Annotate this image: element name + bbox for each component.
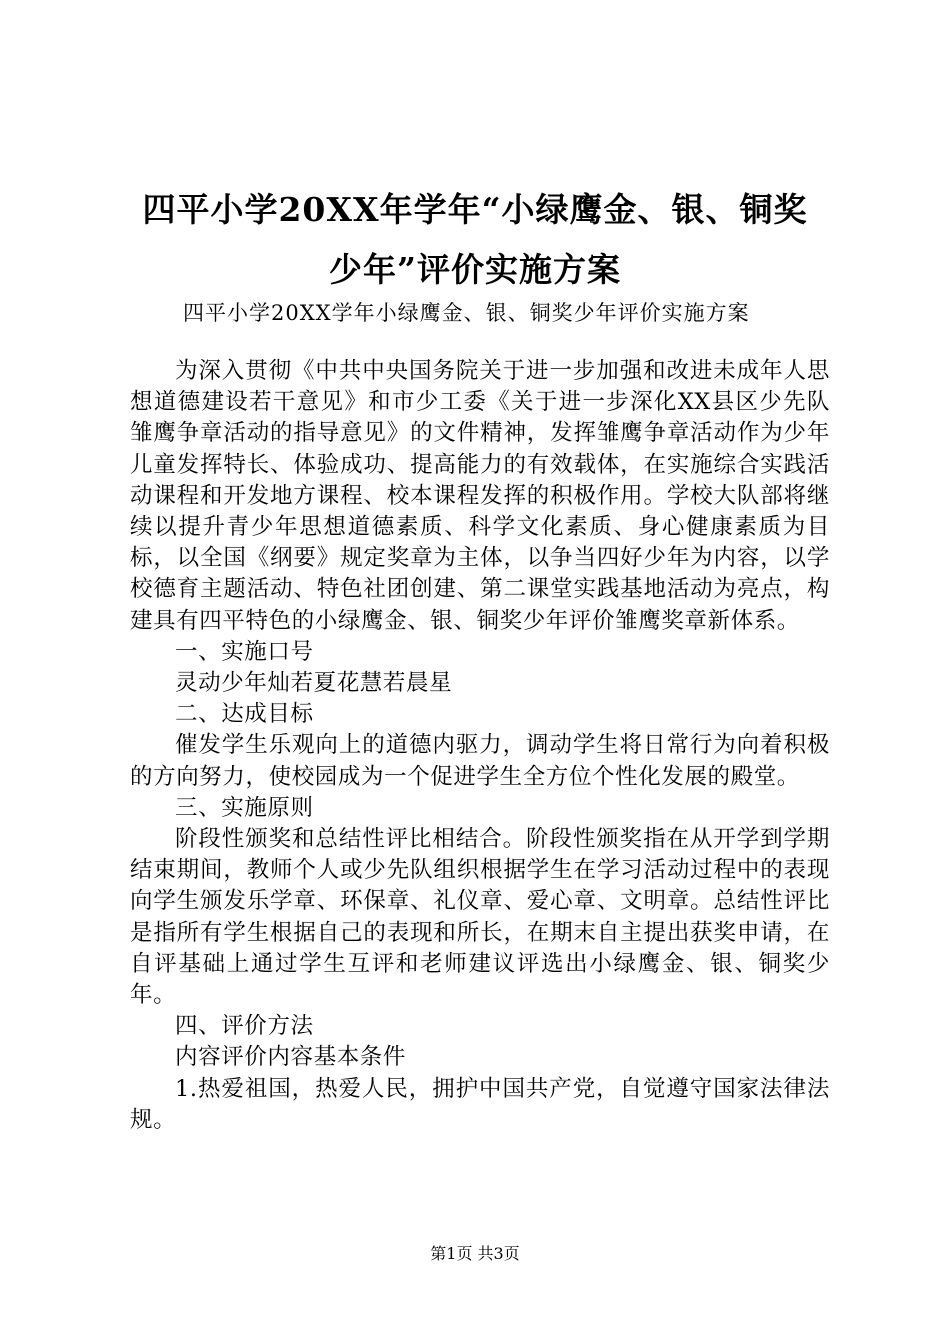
document-subtitle: 四平小学20XX学年小绿鹰金、银、铜奖少年评价实施方案 (183, 301, 750, 325)
paragraph-goals: 催发学生乐观向上的道德内驱力，调动学生将日常行为向着积极的方向努力，使校园成为一个促进学生全方位个性化发展的殿堂。 (130, 732, 830, 790)
document-body (130, 356, 830, 1136)
paragraph-slogan: 灵动少年灿若夏花慧若晨星 (175, 670, 453, 697)
page-number-footer: 第1页 共3页 (430, 1244, 520, 1263)
heading-goals: 二、达成目标 (175, 701, 314, 728)
heading-methods: 四、评价方法 (175, 1013, 314, 1040)
heading-principles: 三、实施原则 (175, 794, 314, 821)
heading-slogan: 一、实施口号 (175, 638, 314, 665)
document-title-line-1: 四平小学20XX年学年“小绿鹰金、银、铜奖 (142, 190, 808, 229)
paragraph-condition-1: 1.热爱祖国，热爱人民，拥护中国共产党，自觉遵守国家法律法规。 (130, 1075, 830, 1133)
paragraph-content-conditions: 内容评价内容基本条件 (175, 1044, 407, 1071)
paragraph-principles: 阶段性颁奖和总结性评比相结合。阶段性颁奖指在从开学到学期结束期间，教师个人或少先队组织根据学生在学习活动过程中的表现向学生颁发乐学章、环保章、礼仪章、爱心章、文明章。总结性评比是指所有学生根据自己的表现和所长，在期末自主提出获奖申请，在自评基础上通过学生互评和老师建议评选出小绿鹰金、银、铜奖少年。 (130, 826, 830, 1009)
document-title-line-2: 少年”评价实施方案 (329, 250, 621, 289)
paragraph-intro: 为深入贯彻《中共中央国务院关于进一步加强和改进未成年人思想道德建设若干意见》和市少工委《关于进一步深化XX县区少先队雏鹰争章活动的指导意见》的文件精神，发挥雏鹰争章活动作为少年儿童发挥特长、体验成功、提高能力的有效载体，在实施综合实践活动课程和开发地方课程、校本课程发挥的积极作用。学校大队部将继续以提升青少年思想道德素质、科学文化素质、身心健康素质为目标，以全国《纲要》规定奖章为主体，以争当四好少年为内容，以学校德育主题活动、特色社团创建、第二课堂实践基地活动为亮点，构建具有四平特色的小绿鹰金、银、铜奖少年评价雏鹰奖章新体系。 (130, 358, 830, 634)
